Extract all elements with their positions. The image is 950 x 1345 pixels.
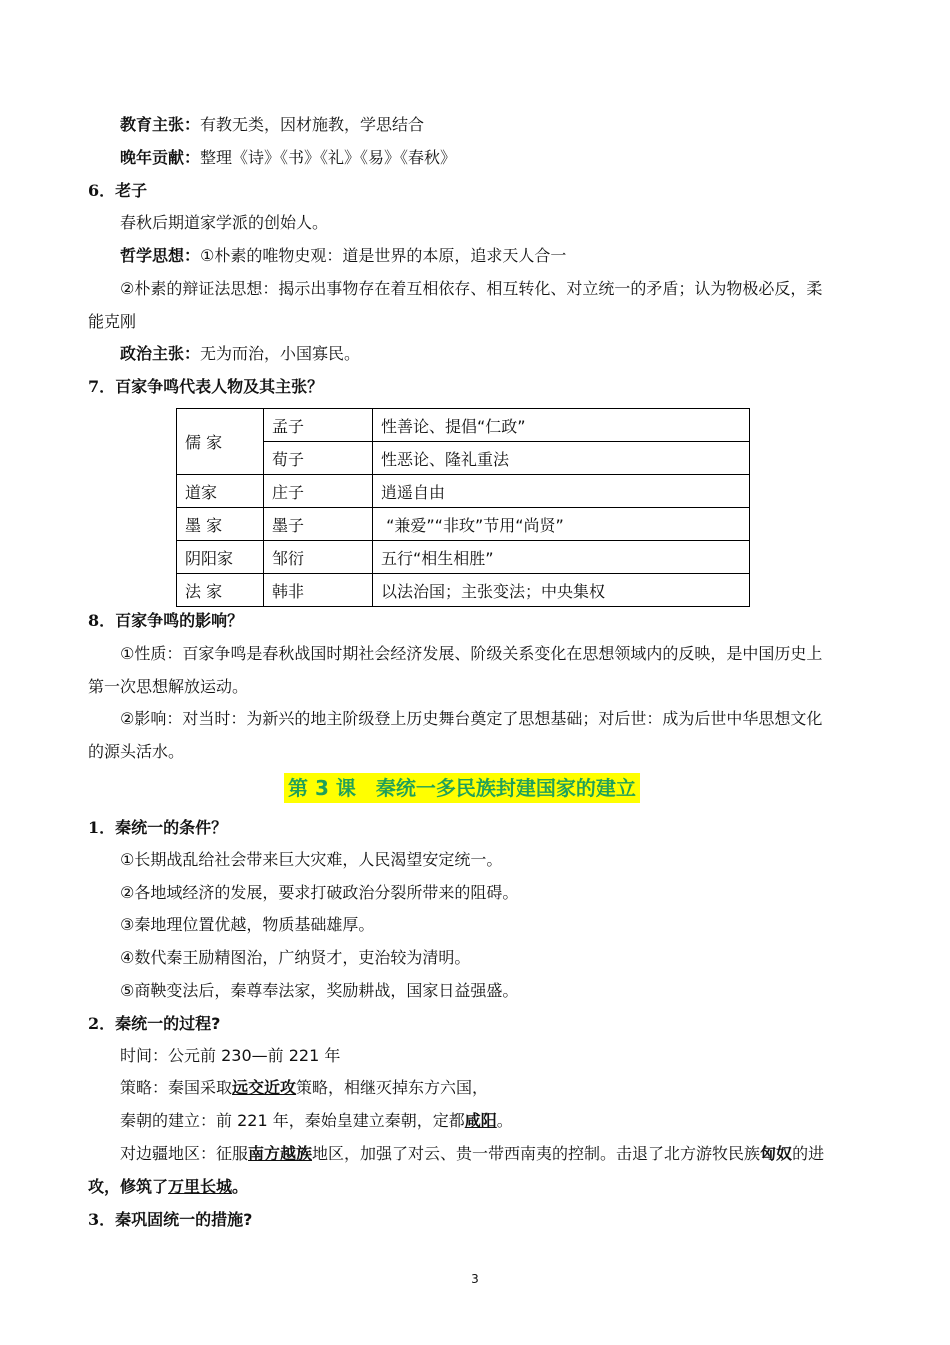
lesson-3-title: 第 3 课 秦统一多民族封建国家的建立 [284,773,640,803]
nature-line-1: ①性质：百家争鸣是春秋战国时期社会经济发展、阶级关系变化在思想领域内的反映，是中国历史上 [120,644,823,663]
school-cell: 儒 家 [177,409,264,475]
table-row [177,409,750,442]
school-cell: 阴阳家 [177,541,264,574]
education-text: 有教无类，因材施教，学思结合 [200,115,425,134]
philosophy-text: ①朴素的唯物史观：道是世界的本原，追求天人合一 [200,246,567,265]
page-number: 3 [471,1272,479,1286]
key-term: 南方越族 [248,1144,313,1163]
list-item: ②各地域经济的发展，要求打破政治分裂所带来的阻碍。 [120,883,519,902]
politics-line [120,343,360,365]
laozi-intro: 春秋后期道家学派的创始人。 [120,213,329,232]
dialectics-line-2: 能克刚 [88,312,137,331]
nature-line-2: 第一次思想解放运动。 [88,677,249,696]
section-8-heading: 8．百家争鸣的影响？ [88,611,244,630]
key-term: 匈奴 [760,1144,793,1163]
schools-table [176,408,750,607]
list-item: ①长期战乱给社会带来巨大灾难，人民渴望安定统一。 [120,850,503,869]
key-term: 咸阳 [464,1111,497,1130]
person-cell: 邹衍 [264,541,373,574]
section-6-heading: 6．老子 [88,181,148,200]
list-item: ⑤商鞅变法后，秦尊奉法家，奖励耕战，国家日益强盛。 [120,981,519,1000]
politics-text: 无为而治，小国寡民。 [200,344,361,363]
table-row [177,508,750,541]
founding-line: 秦朝的建立：前 221 年，秦始皇建立秦朝，定都咸阳。 [120,1111,513,1130]
section-7-heading: 7．百家争鸣代表人物及其主张？ [88,377,324,396]
person-cell: 墨子 [264,508,373,541]
strategy-line: 策略：秦国采取远交近攻策略，相继灭掉东方六国， [120,1078,489,1097]
person-cell: 荀子 [264,442,373,475]
table-row [177,475,750,508]
late-contribution-text: 整理《诗》《书》《礼》《易》《春秋》 [200,148,457,167]
dialectics-line-1: ②朴素的辩证法思想：揭示出事物存在着互相依存、相互转化、对立统一的矛盾；认为物极必反，柔 [120,279,823,298]
school-cell: 墨 家 [177,508,264,541]
late-contribution-label: 晚年贡献： [120,148,201,167]
impact-line-2: 的源头活水。 [88,742,185,761]
idea-cell: 性恶论、隆礼重法 [373,442,750,475]
late-contribution-line [120,147,456,169]
school-cell: 道家 [177,475,264,508]
list-item: ④数代秦王励精图治，广纳贤才，吏治较为清明。 [120,948,471,967]
border-line-1: 对边疆地区：征服南方越族地区，加强了对云、贵一带西南夷的控制。击退了北方游牧民族匈奴的进 [120,1144,825,1163]
question-2-heading: 2．秦统一的过程? [88,1014,221,1033]
school-cell: 法 家 [177,574,264,607]
idea-cell: 五行“相生相胜” [373,541,750,574]
border-line-2: 攻，修筑了万里长城。 [88,1177,249,1196]
politics-label: 政治主张： [120,344,201,363]
key-term: 万里长城 [168,1177,233,1196]
philosophy-line [120,245,566,267]
person-cell: 孟子 [264,409,373,442]
question-3-heading: 3．秦巩固统一的措施? [88,1210,253,1229]
idea-cell: “兼爱”“非玫”节用“尚贤” [373,508,750,541]
time-line: 时间：公元前 230—前 221 年 [120,1046,341,1065]
education-label: 教育主张： [120,115,201,134]
question-1-heading: 1．秦统一的条件？ [88,818,228,837]
table-row [177,541,750,574]
impact-line-1: ②影响：对当时：为新兴的地主阶级登上历史舞台奠定了思想基础；对后世：成为后世中华思想文化 [120,709,823,728]
list-item: ③秦地理位置优越，物质基础雄厚。 [120,915,375,934]
person-cell: 韩非 [264,574,373,607]
philosophy-label: 哲学思想： [120,246,201,265]
person-cell: 庄子 [264,475,373,508]
key-term: 远交近攻 [232,1078,297,1097]
table-row [177,574,750,607]
education-line [120,114,424,136]
idea-cell: 性善论、提倡“仁政” [373,409,750,442]
idea-cell: 以法治国；主张变法；中央集权 [373,574,750,607]
idea-cell: 逍遥自由 [373,475,750,508]
